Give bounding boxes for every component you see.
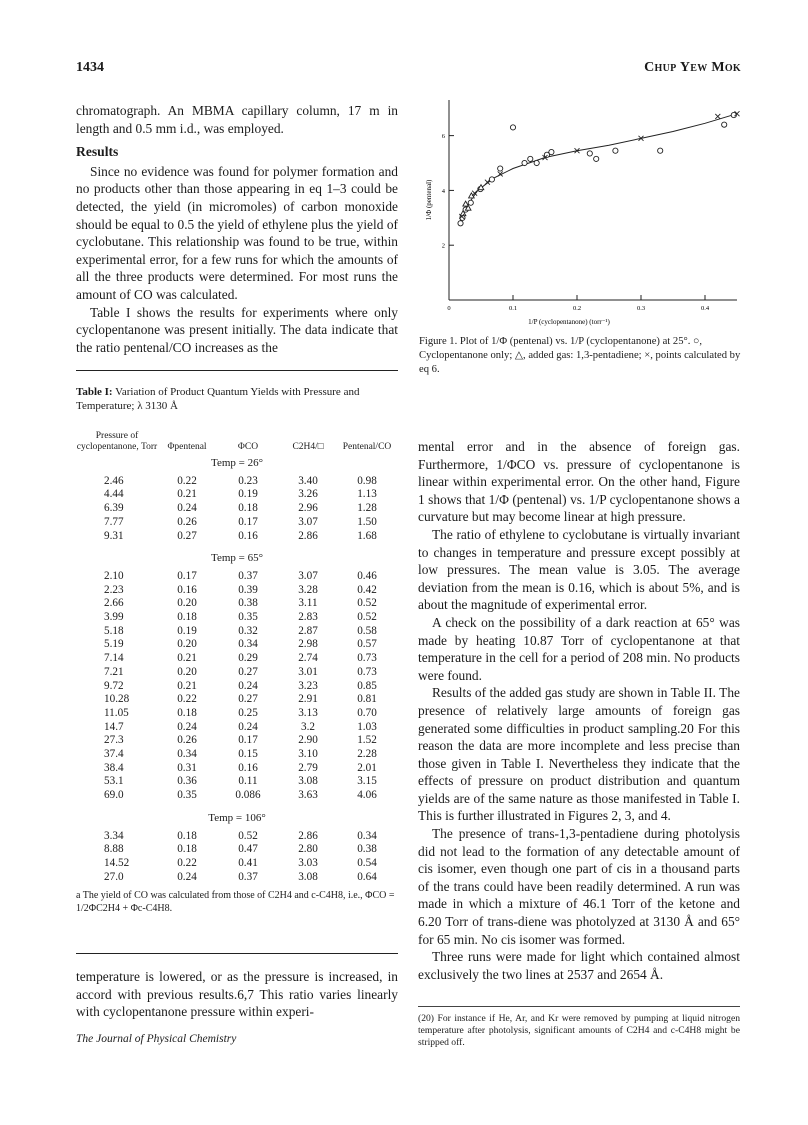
divider — [76, 953, 398, 954]
x-tick-label: 0 — [447, 305, 451, 312]
table-row — [76, 652, 398, 666]
data-point-circle — [594, 156, 599, 161]
table-cell: 1.13 — [357, 488, 377, 501]
table-cell: 0.18 — [177, 843, 197, 856]
temperature-label: Temp = 65° — [211, 552, 263, 565]
chart-axes — [442, 100, 737, 312]
data-point-triangle — [469, 193, 475, 198]
table-cell: 3.40 — [298, 474, 318, 487]
table-cell: 0.41 — [238, 856, 258, 869]
table-cell: 0.47 — [238, 843, 258, 856]
table-cell: 3.03 — [298, 856, 318, 869]
table-row — [76, 570, 398, 584]
table-cell: 0.57 — [357, 638, 377, 651]
table-cell: 3.63 — [298, 789, 318, 802]
data-point-circle — [613, 148, 618, 153]
table-cell: 0.21 — [177, 652, 197, 665]
table-cell: 3.13 — [298, 706, 318, 719]
table-cell: 3.11 — [298, 597, 318, 610]
table-cell: 0.38 — [238, 597, 258, 610]
table-cell: 2.80 — [298, 843, 318, 856]
table-cell: 9.72 — [104, 679, 124, 692]
temperature-group-row — [76, 549, 398, 570]
table-row — [76, 748, 398, 762]
table-cell: 0.54 — [357, 856, 377, 869]
table-cell: 2.91 — [298, 693, 318, 706]
figure-caption: Figure 1. Plot of 1/Φ (pentenal) vs. 1/P (cyclopentanone) at 25°. ○, Cyclopentanone only; △, added gas: 1,3-pentadiene; ×, points calculated by eq 6. — [419, 336, 741, 375]
paragraph: Results of the added gas study are shown in Table II. The presence of relatively large amounts of foreign gas generated some difficulties in product sampling.20 For this reason the data are more incomplete and less precise than those given in Table I. Nevertheless they indicate that the effects of pressure on product distribution and quantum yields are of the same nature as those manifested in Table I. This is further illustrated in Figures 2, 3, and 4. — [418, 685, 740, 824]
table-cell: 3.07 — [298, 569, 318, 582]
table-cell: 3.2 — [301, 720, 315, 733]
table-cell: 3.08 — [298, 870, 318, 883]
table-cell: 53.1 — [104, 775, 124, 788]
table-cell: 0.38 — [357, 843, 377, 856]
table-cell: 0.24 — [177, 720, 197, 733]
table-cell: 3.99 — [104, 611, 124, 624]
table-cell: 0.85 — [357, 679, 377, 692]
table-cell: 38.4 — [104, 761, 124, 774]
table-cell: 0.35 — [238, 611, 258, 624]
paragraph: A check on the possibility of a dark reaction at 65° was made by heating 10.87 Torr of cyclopentanone at that temperature in the cell for a period of 208 min. No products were found. — [418, 614, 740, 683]
table-cell: 0.35 — [177, 789, 197, 802]
table-row — [76, 830, 398, 844]
table-cell: 7.77 — [104, 515, 124, 528]
table-cell: 0.18 — [177, 706, 197, 719]
table-cell: 3.10 — [298, 748, 318, 761]
table-row — [76, 516, 398, 530]
figure-1-chart — [419, 90, 741, 328]
table-cell: 0.21 — [177, 679, 197, 692]
right-column — [418, 438, 740, 983]
table-row — [76, 857, 398, 871]
table-cell: 0.086 — [235, 789, 261, 802]
table-cell: 0.24 — [177, 502, 197, 515]
x-tick-label: 0.3 — [636, 305, 646, 312]
table-cell: 0.73 — [357, 665, 377, 678]
table-cell: 2.74 — [298, 652, 318, 665]
table-cell: 0.19 — [238, 488, 258, 501]
running-head: Chup Yew Mok — [644, 60, 741, 75]
divider — [418, 1006, 740, 1007]
table-cell: 2.96 — [298, 502, 318, 515]
data-point-triangle — [463, 201, 469, 206]
table-footnote: a The yield of CO was calculated from those of C2H4 and c-C4H8, i.e., ΦCO = 1/2ΦC2H4 + Φc-C4H8. — [76, 890, 395, 914]
paragraph: Since no evidence was found for polymer formation and no products other than those appearing in eq 1–3 could be detected, the yield (in micromoles) of carbon monoxide should be equal to 0.5 the yield of ethylene plus the yield of cyclobutane. This relationship was found to be true, within experimental error, for a few runs for which the amounts of all the three products were determined. For most runs the amount of CO was calculated. — [76, 163, 398, 302]
paragraph: The presence of trans-1,3-pentadiene during photolysis did not lead to the formation of any detectable amount of cis isomer, even though one part of cis in a thousand parts of the trans could have been readily determined. A run was made in which a mixture of 46.1 Torr of the ketone and 6.20 Torr of trans-diene was photolyzed at 3130 Å and 65° for 65 min. No cis isomer was formed. — [418, 826, 740, 947]
data-point-circle — [658, 148, 663, 153]
table-cell: 0.26 — [177, 734, 197, 747]
table-cell: 0.39 — [238, 583, 258, 596]
table-cell: 2.83 — [298, 611, 318, 624]
table-row — [76, 762, 398, 776]
table-cell: 2.01 — [357, 761, 377, 774]
table-row — [76, 584, 398, 598]
table-cell: 0.70 — [357, 706, 377, 719]
table-cell: 0.27 — [177, 529, 197, 542]
table-cell: 7.21 — [104, 665, 124, 678]
data-point-circle — [468, 200, 473, 205]
table-cell: 0.16 — [238, 529, 258, 542]
table-cell: 14.7 — [104, 720, 124, 733]
table-caption-text: Variation of Product Quantum Yields with Pressure and Temperature; λ 3130 Å — [76, 386, 360, 412]
data-point-circle — [528, 156, 533, 161]
table-cell: 11.05 — [104, 706, 129, 719]
table-cell: 0.16 — [238, 761, 258, 774]
column-header: Pentenal/CO — [342, 441, 392, 452]
table-cell: 1.03 — [357, 720, 377, 733]
table-cell: 0.19 — [177, 624, 197, 637]
paragraph: Table I shows the results for experiments where only cyclopentanone was present initially. The data indicate that the ratio pentenal/CO increases as the — [76, 304, 398, 355]
table-cell: 9.31 — [104, 529, 124, 542]
table-cell: 2.90 — [298, 734, 318, 747]
table-cell: 27.3 — [104, 734, 124, 747]
data-point-circle — [587, 151, 592, 156]
table-cell: 0.73 — [357, 652, 377, 665]
table-row — [76, 666, 398, 680]
section-heading: Results — [76, 144, 119, 160]
table-cell: 2.98 — [298, 638, 318, 651]
data-point-circle — [510, 125, 515, 130]
column-header: Pressure of cyclopentanone, Torr — [76, 431, 158, 452]
data-point-circle — [458, 221, 463, 226]
y-tick-label: 2 — [441, 242, 445, 250]
table-cell: 0.52 — [357, 597, 377, 610]
table-cell: 5.19 — [104, 638, 124, 651]
table-cell: 0.46 — [357, 569, 377, 582]
table-cell: 2.28 — [357, 748, 377, 761]
y-axis-label: 1/Φ (pentenal) — [425, 179, 433, 221]
table-cell: 8.88 — [104, 843, 124, 856]
table-cell: 0.18 — [238, 502, 258, 515]
table-row — [76, 871, 398, 885]
table-cell: 0.98 — [357, 474, 377, 487]
y-tick-label: 4 — [441, 187, 445, 195]
table-row — [76, 789, 398, 803]
table-cell: 0.15 — [238, 748, 258, 761]
table-cell: 2.23 — [104, 583, 124, 596]
column-header: C2H4/□ — [292, 441, 324, 452]
table-row — [76, 625, 398, 639]
data-point-circle — [549, 149, 554, 154]
table-cell: 6.39 — [104, 502, 124, 515]
table-cell: 0.20 — [177, 638, 197, 651]
temperature-group-row — [76, 454, 398, 475]
paragraph: temperature is lowered, or as the pressure is increased, in accord with previous results.6,7 This ratio varies linearly with cyclopentanone pressure within experi- — [76, 969, 398, 1020]
paragraph: mental error and in the absence of foreign gas. Furthermore, 1/ΦCO vs. pressure of cyclopentanone is linear within experimental error. On the other hand, Figure 1 shows that 1/Φ (pentenal) vs. 1/P cyclopentanone shows a curvature but may become linear at high pressure. — [418, 439, 740, 525]
table-cell: 14.52 — [104, 856, 130, 869]
table-row — [76, 475, 398, 489]
table-cell: 0.37 — [238, 569, 258, 582]
paragraph: The ratio of ethylene to cyclobutane is virtually invariant to changes in temperature and pressure except possibly at low pressures. The mean value is 3.05. The average deviation from the mean is 0.16, which is about 5%, and is about the magnitude of experimental error. — [418, 526, 740, 613]
table-cell: 0.34 — [177, 748, 197, 761]
table-cell: 4.44 — [104, 488, 124, 501]
table-cell: 0.32 — [238, 624, 258, 637]
table-cell: 1.52 — [357, 734, 377, 747]
x-tick-label: 0.1 — [508, 305, 518, 312]
table-cell: 3.26 — [298, 488, 318, 501]
x-tick-label: 0.4 — [700, 305, 710, 312]
table-cell: 2.86 — [298, 829, 318, 842]
table-cell: 2.86 — [298, 529, 318, 542]
table-cell: 0.25 — [238, 706, 258, 719]
table-row — [76, 707, 398, 721]
chart-marks — [458, 111, 740, 226]
table-row — [76, 721, 398, 735]
data-point-circle — [534, 160, 539, 165]
table-cell: 0.81 — [357, 693, 377, 706]
table-body — [76, 454, 398, 884]
table-cell: 3.01 — [298, 665, 318, 678]
footnote: (20) For instance if He, Ar, and Kr were removed by pumping at liquid nitrogen temperature after photolysis, significant amounts of C2H4 and c-C4H8 might be stripped off. — [418, 1013, 740, 1048]
data-point-x — [715, 114, 720, 119]
figure-1 — [419, 90, 741, 328]
table-cell: 0.18 — [177, 829, 197, 842]
table-cell: 0.17 — [238, 734, 258, 747]
data-point-circle — [489, 177, 494, 182]
table-row — [76, 843, 398, 857]
table-cell: 0.34 — [357, 829, 377, 842]
table-cell: 3.23 — [298, 679, 318, 692]
table-row — [76, 680, 398, 694]
table-cell: 0.36 — [177, 775, 197, 788]
table-row — [76, 734, 398, 748]
table-row — [76, 597, 398, 611]
page-number: 1434 — [76, 60, 104, 75]
table-cell: 0.22 — [177, 856, 197, 869]
table-cell: 2.46 — [104, 474, 124, 487]
y-tick-label: 6 — [441, 133, 445, 141]
column-header: Φpentenal — [167, 441, 207, 452]
table-cell: 0.29 — [238, 652, 258, 665]
table-cell: 27.0 — [104, 870, 124, 883]
table-cell: 3.15 — [357, 775, 377, 788]
table-cell: 1.28 — [357, 502, 377, 515]
table-row — [76, 502, 398, 516]
data-point-circle — [498, 166, 503, 171]
table-cell: 2.10 — [104, 569, 124, 582]
table-cell: 4.06 — [357, 789, 377, 802]
temperature-label: Temp = 106° — [208, 811, 266, 824]
table-row — [76, 530, 398, 544]
table-cell: 0.23 — [238, 474, 258, 487]
table-cell: 3.08 — [298, 775, 318, 788]
table-cell: 37.4 — [104, 748, 124, 761]
table-cell: 2.66 — [104, 597, 124, 610]
table-row — [76, 638, 398, 652]
table-cell: 0.24 — [238, 720, 258, 733]
table-cell: 3.07 — [298, 515, 318, 528]
table-cell: 0.24 — [238, 679, 258, 692]
table-cell: 5.18 — [104, 624, 124, 637]
table-row — [76, 775, 398, 789]
table-cell: 2.87 — [298, 624, 318, 637]
table-cell: 0.31 — [177, 761, 197, 774]
table-cell: 3.34 — [104, 829, 124, 842]
table-cell: 0.27 — [238, 693, 258, 706]
table-label: Table I: — [76, 386, 113, 398]
x-axis-label: 1/P (cyclopentanone) (torr⁻¹) — [528, 318, 610, 326]
table-cell: 0.26 — [177, 515, 197, 528]
table-cell: 0.52 — [357, 611, 377, 624]
temperature-label: Temp = 26° — [211, 457, 263, 469]
table-cell: 0.27 — [238, 665, 258, 678]
temperature-group-row — [76, 809, 398, 830]
table-cell: 0.20 — [177, 665, 197, 678]
table-cell: 0.11 — [238, 775, 258, 788]
table-cell: 10.28 — [104, 693, 130, 706]
table-cell: 0.42 — [357, 583, 377, 596]
table-cell: 0.58 — [357, 624, 377, 637]
table-cell: 0.22 — [177, 693, 197, 706]
table-cell: 0.52 — [238, 829, 258, 842]
paragraph: Three runs were made for light which contained almost exclusively the two lines at 2537 and 2654 Å. — [418, 949, 740, 982]
table-row — [76, 693, 398, 707]
left-column-bottom — [76, 968, 398, 1021]
table-cell: 0.22 — [177, 474, 197, 487]
divider — [76, 370, 398, 371]
journal-name: The Journal of Physical Chemistry — [76, 1033, 237, 1045]
table-cell: 1.68 — [357, 529, 377, 542]
table-cell: 7.14 — [104, 652, 124, 665]
table-cell: 0.20 — [177, 597, 197, 610]
table-1 — [76, 386, 398, 915]
table-cell: 1.50 — [357, 515, 377, 528]
table-cell: 69.0 — [104, 789, 124, 802]
table-cell: 2.79 — [298, 761, 318, 774]
table-cell: 0.34 — [238, 638, 258, 651]
data-point-circle — [722, 122, 727, 127]
table-cell: 0.16 — [177, 583, 197, 596]
table-cell: 0.17 — [238, 515, 258, 528]
left-column-top — [76, 102, 398, 356]
table-cell: 0.64 — [357, 870, 377, 883]
table-row — [76, 611, 398, 625]
paragraph: chromatograph. An MBMA capillary column, 17 m in length and 0.5 mm i.d., was employed. — [76, 103, 398, 136]
table-cell: 0.21 — [177, 488, 197, 501]
table-cell: 0.24 — [177, 870, 197, 883]
table-caption — [76, 386, 398, 413]
table-row — [76, 488, 398, 502]
table-cell: 0.18 — [177, 611, 197, 624]
quantum-yield-table — [76, 431, 398, 884]
table-cell: 0.37 — [238, 870, 258, 883]
x-tick-label: 0.2 — [572, 305, 582, 312]
table-cell: 0.17 — [177, 569, 197, 582]
column-header: ΦCO — [237, 441, 259, 452]
table-cell: 3.28 — [298, 583, 318, 596]
data-point-circle — [522, 160, 527, 165]
